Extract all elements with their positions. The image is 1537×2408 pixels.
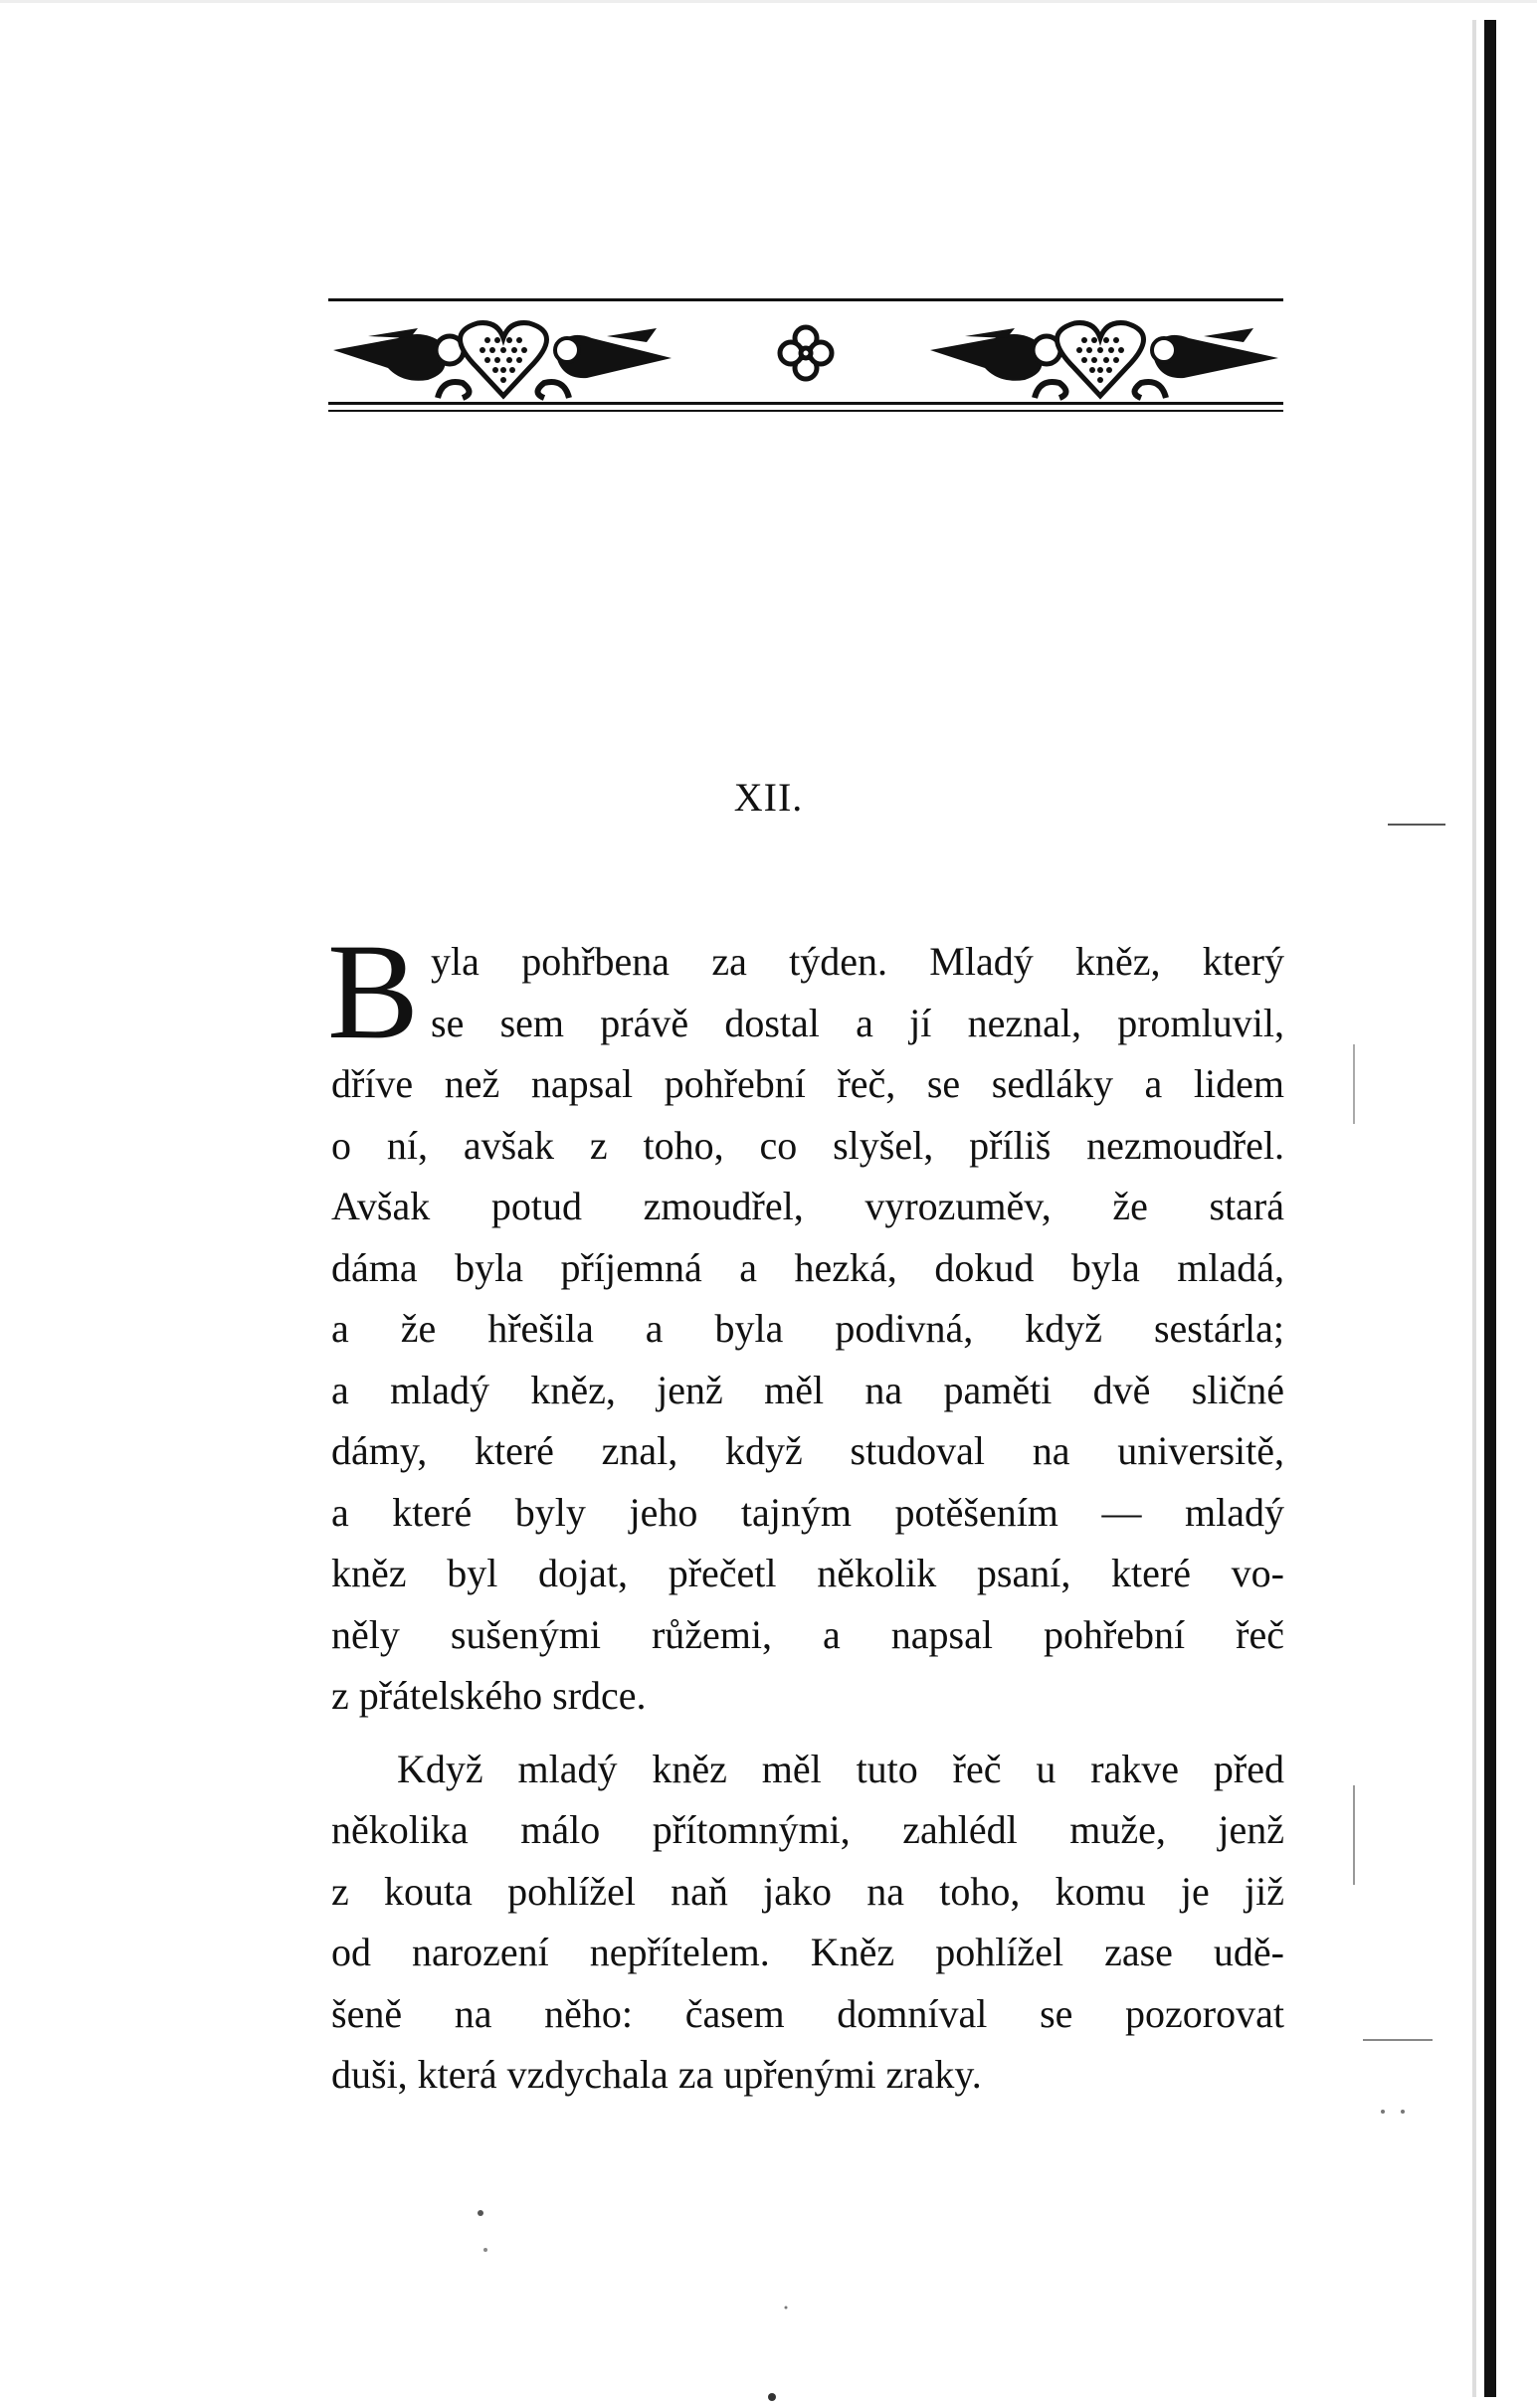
text-line: a které byly jeho tajným potěšením — mladý — [331, 1489, 1284, 1535]
scan-artifact — [1353, 1785, 1355, 1885]
text-line: o ní, avšak z toho, co slyšel, příliš nezmoudřel. — [331, 1122, 1284, 1168]
scan-artifact — [1353, 1044, 1355, 1124]
text-line: dámy, které znal, když studoval na universitě, — [331, 1428, 1284, 1473]
page-top-edge — [0, 0, 1537, 3]
text-line: se sem právě dostal a jí neznal, promluvil, — [431, 1000, 1284, 1045]
scan-artifact — [1363, 2039, 1433, 2041]
paragraph-2 — [331, 1739, 1284, 2106]
drop-cap: B — [327, 915, 420, 1067]
text-line: něly sušenými růžemi, a napsal pohřební řeč — [331, 1611, 1284, 1657]
text-line: od narození nepřítelem. Kněz pohlížel zase udě- — [331, 1930, 1284, 1974]
bird-pair-left — [333, 323, 672, 398]
scan-artifact — [1388, 824, 1445, 826]
center-flower — [780, 327, 832, 379]
text-line: dáma byla příjemná a hezká, dokud byla mladá, — [331, 1244, 1284, 1290]
folk-ornament-birds-hearts-icon — [328, 298, 1283, 423]
binding-shadow — [1472, 20, 1476, 2397]
text-line: a že hřešila a byla podivná, když sestárla; — [331, 1306, 1284, 1351]
bird-pair-right — [930, 323, 1278, 398]
text-line: kněz byl dojat, přečetl několik psaní, které vo- — [331, 1551, 1284, 1595]
text-line: několika málo přítomnými, zahlédl muže, jenž — [331, 1807, 1284, 1852]
chapter-number: XII. — [733, 775, 804, 820]
text-line: z přátelského srdce. — [331, 1673, 647, 1718]
body-text — [327, 915, 1284, 2106]
page-edge — [1484, 20, 1496, 2397]
text-line: duši, která vzdychala za upřenými zraky. — [331, 2052, 982, 2097]
paragraph-1 — [327, 915, 1284, 1727]
text-line: dříve než napsal pohřební řeč, se sedláky a lidem — [331, 1061, 1284, 1106]
text-line: yla pohřbena za týden. Mladý kněz, který — [431, 939, 1284, 984]
text-line: a mladý kněz, jenž měl na paměti dvě sličné — [331, 1367, 1284, 1412]
text-line: Avšak potud zmoudřel, vyrozuměv, že stará — [331, 1184, 1284, 1228]
text-line: z kouta pohlížel naň jako na toho, komu je již — [331, 1868, 1284, 1914]
text-line: šeně na něho: časem domníval se pozorovat — [331, 1990, 1284, 2036]
text-line: Když mladý kněz měl tuto řeč u rakve před — [397, 1746, 1284, 1791]
